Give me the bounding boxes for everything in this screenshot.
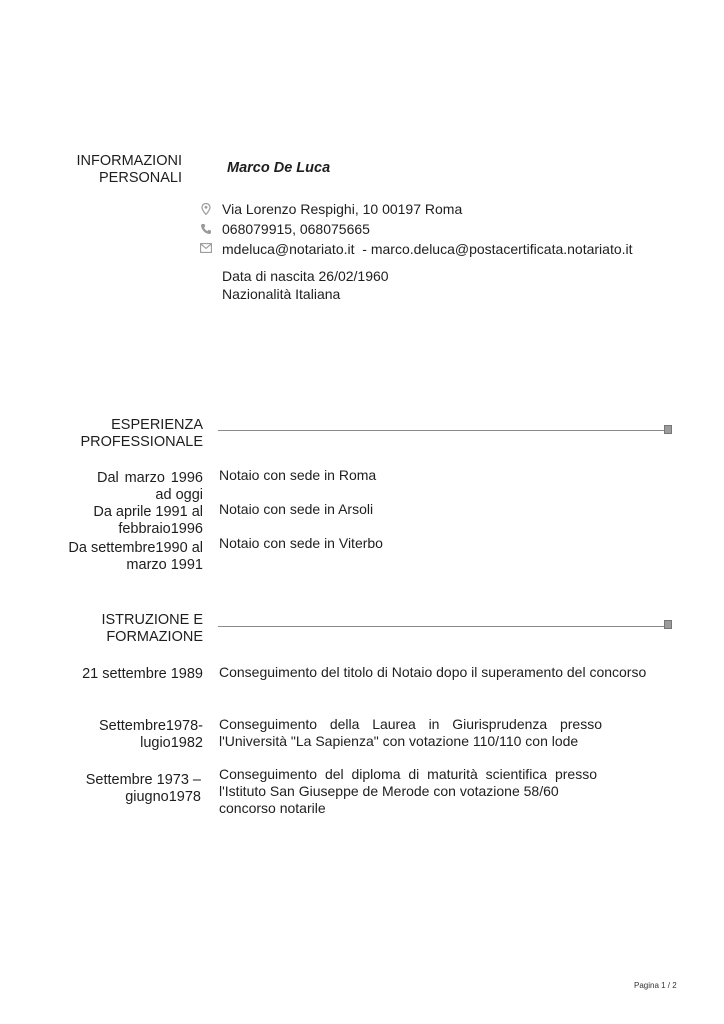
section-label-experience (30, 417, 203, 451)
date-line: lugio1982 (140, 735, 203, 751)
section-end-marker (664, 425, 672, 434)
date-line: Dal marzo 1996 (97, 470, 203, 486)
date-line: giugno1978 (125, 789, 201, 805)
education-date (30, 666, 203, 683)
section-label-line: INFORMAZIONI (76, 153, 182, 169)
desc-line: Conseguimento del diploma di maturità scientifica presso (219, 766, 597, 782)
experience-date (30, 470, 203, 504)
education-desc (219, 716, 602, 750)
education-desc (219, 766, 597, 817)
desc-line: l'Istituto San Giuseppe de Merode con votazione 58/60 (219, 783, 559, 799)
education-date (30, 718, 203, 752)
address: Via Lorenzo Respighi, 10 00197 Roma (222, 201, 463, 217)
date-line: marzo 1991 (126, 557, 203, 573)
section-label-line: FORMAZIONE (106, 629, 203, 645)
section-end-marker (664, 620, 672, 629)
date-line: febbraio1996 (118, 521, 203, 537)
date-line: Settembre 1973 – (85, 772, 201, 788)
date-line: ad oggi (155, 487, 203, 503)
date-line: 21 settembre 1989 (82, 666, 203, 682)
section-label-line: PERSONALI (99, 170, 182, 186)
education-date (30, 772, 201, 806)
section-divider (218, 430, 664, 431)
desc-line: l'Università "La Sapienza" con votazione 110/110 con lode (219, 733, 579, 749)
desc-line: Conseguimento del titolo di Notaio dopo il superamento del concorso (219, 664, 647, 680)
birth-date: Data di nascita 26/02/1960 (222, 268, 389, 284)
email: mdeluca@notariato.it - marco.deluca@postacertificata.notariato.it (222, 241, 633, 257)
experience-desc: Notaio con sede in Viterbo (219, 535, 383, 551)
experience-date (30, 504, 203, 538)
envelope-icon (200, 243, 212, 255)
location-pin-icon (200, 203, 212, 215)
phone-icon (200, 223, 212, 235)
person-name: Marco De Luca (227, 160, 331, 176)
section-label-personal (30, 153, 182, 187)
nationality: Nazionalità Italiana (222, 286, 341, 302)
experience-desc: Notaio con sede in Arsoli (219, 501, 374, 517)
page-number: Pagina 1 / 2 (634, 981, 677, 990)
education-desc (219, 664, 664, 681)
phone: 068079915, 068075665 (222, 221, 370, 237)
experience-date (20, 540, 203, 574)
section-label-line: ESPERIENZA (111, 417, 203, 433)
desc-line: concorso notarile (219, 800, 326, 816)
section-divider (218, 626, 664, 627)
section-label-line: ISTRUZIONE E (101, 612, 203, 628)
date-line: Settembre1978- (99, 718, 203, 734)
date-line: Da settembre1990 al (68, 540, 203, 556)
desc-line: Conseguimento della Laurea in Giurisprudenza presso (219, 716, 602, 732)
section-label-education (30, 612, 203, 646)
date-line: Da aprile 1991 al (93, 504, 203, 520)
experience-desc: Notaio con sede in Roma (219, 467, 377, 483)
section-label-line: PROFESSIONALE (80, 434, 203, 450)
